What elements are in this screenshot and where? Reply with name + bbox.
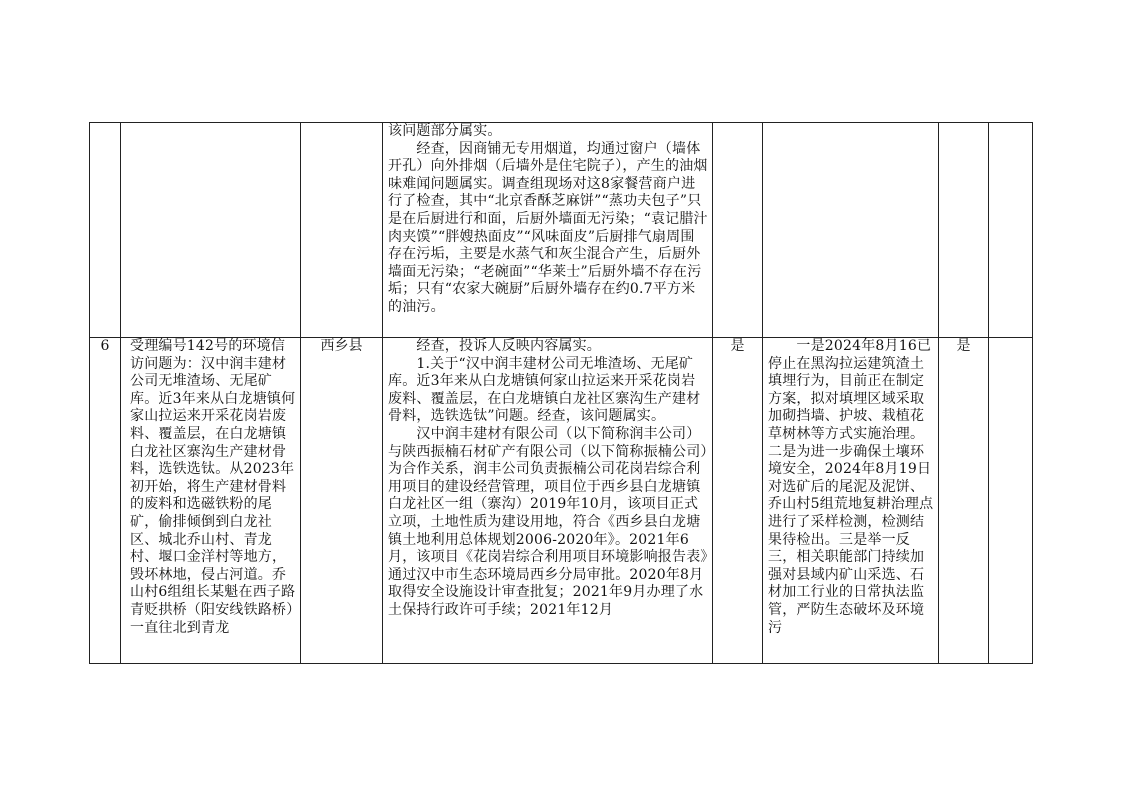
completion-cell: 是 <box>939 338 989 664</box>
attribution-cell <box>713 123 763 338</box>
remark-cell <box>989 123 1033 338</box>
complaint-table <box>89 122 1033 664</box>
table-row <box>90 123 1033 338</box>
attribution-cell: 是 <box>713 338 763 664</box>
handling-cell: 一是2024年8月16已停止在黑沟拉运建筑渣土填埋行为，目前正在制定方案，拟对填埋区域采取加砌挡墙、护坡、栽植花草树林等方式实施治理。二是为进一步确保土壤环境安全，2024年8月19日对选矿后的尾泥及泥饼、乔山村5组荒地复耕治理点进行了采样检测，检测结果待检出。三是举一反三，相关职能部门持续加强对县域内矿山采选、石材加工行业的日常执法监管，严防生态破坏及环境污 <box>763 338 939 664</box>
county-cell <box>301 123 383 338</box>
issue-cell <box>121 123 301 338</box>
completion-cell <box>939 123 989 338</box>
verification-cell: 经查，投诉人反映内容属实。 1.关于“汉中润丰建材公司无堆渣场、无尾矿库。近3年来从白龙塘镇何家山拉运来开采花岗岩废料、覆盖层，在白龙塘镇白龙社区寨沟生产建材骨料，选铁选钛”问题。经查，该问题属实。 汉中润丰建材有限公司（以下简称润丰公司）与陕西振楠石材矿产有限公司（以下简称振楠公司）为合作关系，润丰公司负责振楠公司花岗岩综合利用项目的建设经营管理，项目位于西乡县白龙塘镇白龙社区一组（寨沟）2019年10月，该项目正式立项，土地性质为建设用地，符合《西乡县白龙塘镇土地利用总体规划2006-2020年》。2021年6月，该项目《花岗岩综合利用项目环境影响报告表》通过汉中市生态环境局西乡分局审批。2020年8月取得安全设施设计审查批复；2021年9月办理了水土保持行政许可手续；2021年12月 <box>383 338 713 664</box>
county-cell: 西乡县 <box>301 338 383 664</box>
table-row <box>90 338 1033 664</box>
remark-cell <box>989 338 1033 664</box>
row-number-cell <box>90 123 121 338</box>
row-number-cell: 6 <box>90 338 121 664</box>
issue-cell: 受理编号142号的环境信访问题为：汉中润丰建材公司无堆渣场、无尾矿库。近3年来从白龙塘镇何家山拉运来开采花岗岩废料、覆盖层，在白龙塘镇白龙社区寨沟生产建材骨料，选铁选钛。从2023年初开始，将生产建材骨料的废料和选磁铁粉的尾矿，偷排倾倒到白龙社区、城北乔山村、青龙村、堰口金洋村等地方，毁坏林地，侵占河道。乔山村6组组长某魁在西子路青贬拱桥（阳安线铁路桥）一直往北到青龙 <box>121 338 301 664</box>
handling-cell <box>763 123 939 338</box>
verification-cell: 该问题部分属实。 经查，因商铺无专用烟道，均通过窗户（墙体开孔）向外排烟（后墙外是住宅院子），产生的油烟味难闻问题属实。调查组现场对这8家餐营商户进行了检查，其中“北京香酥芝麻饼”“蒸功夫包子”只是在后厨进行和面，后厨外墙面无污染；“袁记腊汁肉夹馍”“胖嫂热面皮”“风味面皮”后厨排气扇周围存在污垢，主要是水蒸气和灰尘混合产生，后厨外墙面无污染；“老碗面”“华莱士”后厨外墙不存在污垢；只有“农家大碗厨”后厨外墙存在约0.7平方米的油污。 <box>383 123 713 338</box>
